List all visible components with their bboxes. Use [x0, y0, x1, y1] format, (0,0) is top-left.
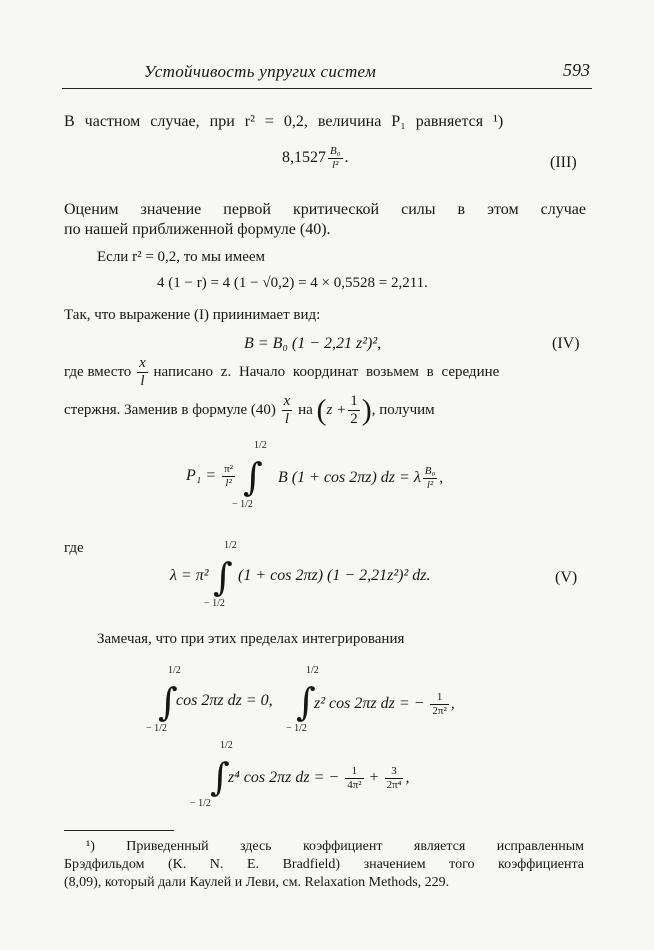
eq-i3-num2: 3 — [385, 766, 404, 779]
eq-i1-integrand: cos 2πz dz = 0, — [176, 692, 273, 709]
eq-i2-tail: , — [450, 695, 455, 713]
eq-i3-tail: , — [405, 769, 410, 787]
eq-i1-lower-limit: − 1/2 — [146, 723, 167, 734]
eq-p1-pi-den: l² — [225, 477, 232, 489]
eq-p1-tail: , — [439, 469, 444, 487]
header-rule — [62, 88, 592, 89]
eq5-lhs: λ = π² — [170, 567, 209, 584]
para6-post: , получим — [371, 401, 435, 418]
footnote-line2: Брэдфильдом (K. N. E. Bradfield) значением того коэффициента — [64, 857, 584, 872]
eq-p1-b-num: B₀ — [424, 465, 436, 477]
equation-number-iv: (IV) — [552, 335, 580, 352]
running-header-title: Устойчивость упругих систем — [143, 62, 377, 81]
equation-i2 — [314, 692, 455, 717]
paragraph-special-case: В частном случае, при r² = 0,2, величина P₁ равняется ¹) — [64, 113, 504, 130]
para6-mid: на — [298, 401, 313, 418]
equation-number-iii: (III) — [550, 154, 577, 171]
para6-frac-num: x — [283, 393, 291, 409]
eq-i2-num: 1 — [430, 692, 448, 705]
paragraph-expression-form: Так, что выражение (I) приинимает вид: — [64, 307, 321, 323]
footnote-rule — [64, 830, 174, 831]
eq-i2-upper-limit: 1/2 — [306, 665, 319, 676]
word-where: где — [64, 540, 84, 556]
eq5-upper-limit: 1/2 — [224, 540, 237, 551]
eq5-lower-limit: − 1/2 — [204, 598, 225, 609]
para6-frac-den: l — [284, 411, 290, 427]
paragraph-estimate-line1: Оценим значение первой критической силы в этом случае — [64, 201, 586, 218]
eq-p1-pi-num: π² — [224, 463, 233, 475]
paragraph-estimate-line2: по нашей приближенной формуле (40). — [64, 221, 331, 238]
eq3-tail: . — [344, 149, 349, 167]
paragraph-replace-formula: стержня. Заменив в формуле (40) $\frac{x}{l}$ на (z + $\frac{1}{2}$ ), получим — [64, 393, 435, 427]
eq-i3-den1: 4π² — [347, 779, 362, 791]
paragraph-noting-limits: Замечая, что при этих пределах интегрирования — [97, 631, 405, 647]
equation-number-v: (V) — [555, 569, 578, 586]
integral-sign-i1: ∫ — [158, 680, 178, 724]
eq-p1-b-den: l² — [426, 479, 434, 491]
para6-pre: стержня. Заменив в формуле (40) — [64, 401, 276, 418]
paragraph-coordinate-origin — [64, 356, 586, 389]
integral-sign-v: ∫ — [213, 555, 233, 599]
eq-p1-lower-limit: − 1/2 — [232, 499, 253, 510]
integral-sign-i3: ∫ — [210, 755, 230, 799]
equation-i3 — [228, 766, 409, 791]
footnote-line3: (8,09), который дали Каулей и Леви, см. Relaxation Methods, 229. — [64, 875, 450, 890]
para5-frac-num: x — [139, 355, 146, 371]
para6-half-num: 1 — [350, 393, 358, 409]
eq-i1-upper-limit: 1/2 — [168, 665, 181, 676]
equation-p1 — [186, 464, 237, 489]
eq3-coef: 8,1527 — [282, 149, 326, 167]
eq3-den: l² — [332, 159, 339, 171]
eq-i2-lower-limit: − 1/2 — [286, 723, 307, 734]
eq-i2-den: 2π² — [432, 705, 447, 717]
page-number: 593 — [563, 60, 590, 80]
eq-i2-integrand: z² cos 2πz dz = − — [314, 695, 425, 713]
equation-r-value: 4 (1 − r) = 4 (1 − √0,2) = 4 × 0,5528 = 2,211. — [157, 275, 428, 291]
integral-sign-i2: ∫ — [296, 680, 316, 724]
eq-i3-lower-limit: − 1/2 — [190, 798, 211, 809]
para5-post: написано z. Начало координат возьмем в середине — [153, 363, 500, 380]
integral-sign-p1: ∫ — [243, 455, 263, 499]
para5-frac-den: l — [140, 373, 145, 389]
eq-i3-plus: + — [369, 769, 379, 787]
para6-half-den: 2 — [350, 411, 358, 427]
eq-p1-integrand: B (1 + cos 2πz) dz = λ — [278, 469, 421, 487]
eq-i3-num1: 1 — [345, 766, 363, 779]
eq5-integrand: (1 + cos 2πz) (1 − 2,21z²)² dz. — [238, 567, 431, 584]
eq-i3-integrand: z⁴ cos 2πz dz = − — [228, 769, 340, 787]
equation-iv: B = B₀ (1 − 2,21 z²)², — [244, 335, 382, 352]
para6-paren-inner: z + — [326, 401, 347, 418]
eq-i3-upper-limit: 1/2 — [220, 740, 233, 751]
equation-p1-integrand — [278, 466, 443, 491]
eq-p1-lhs: P₁ = — [186, 467, 217, 485]
footnote-line1: ¹) Приведенный здесь коэффициент является исправленным — [86, 839, 584, 854]
eq-p1-upper-limit: 1/2 — [254, 440, 267, 451]
paragraph-if-r: Если r² = 0,2, то мы имеем — [97, 249, 266, 265]
para5-pre: где вместо — [64, 363, 132, 380]
eq3-num: B₀ — [330, 145, 341, 157]
equation-iii — [282, 146, 349, 171]
eq-i3-den2: 2π⁴ — [386, 779, 402, 791]
